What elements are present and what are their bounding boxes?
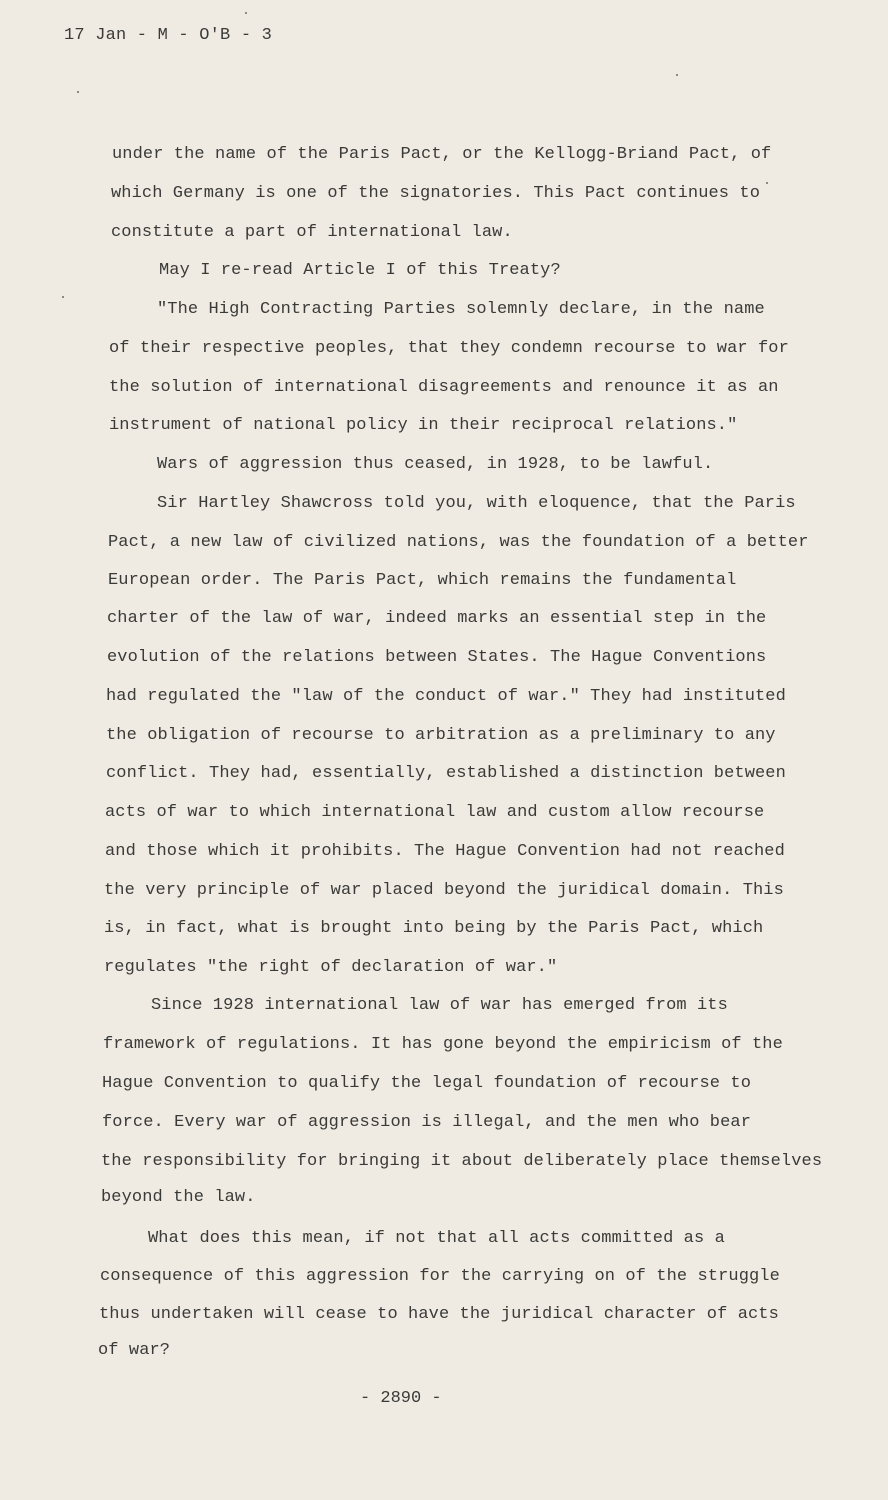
text-line: conflict. They had, essentially, established a distinction between	[106, 764, 786, 783]
text-line: the solution of international disagreements and renounce it as an	[109, 378, 779, 397]
text-line: the very principle of war placed beyond the juridical domain. This	[104, 881, 784, 900]
text-line: charter of the law of war, indeed marks an essential step in the	[107, 609, 767, 628]
text-line: Since 1928 international law of war has emerged from its	[151, 996, 728, 1015]
ink-speck	[245, 12, 247, 14]
text-line: instrument of national policy in their reciprocal relations."	[109, 416, 738, 435]
text-line: which Germany is one of the signatories. This Pact continues to	[111, 184, 761, 203]
text-line: What does this mean, if not that all acts committed as a	[148, 1229, 725, 1248]
text-line: and those which it prohibits. The Hague Convention had not reached	[105, 842, 785, 861]
text-line: the obligation of recourse to arbitration as a preliminary to any	[106, 726, 776, 745]
text-line: force. Every war of aggression is illegal, and the men who bear	[102, 1113, 752, 1132]
text-line: Sir Hartley Shawcross told you, with eloquence, that the Paris	[157, 494, 796, 513]
text-line: had regulated the "law of the conduct of war." They had instituted	[106, 687, 786, 706]
text-line: "The High Contracting Parties solemnly declare, in the name	[157, 300, 765, 319]
text-line: European order. The Paris Pact, which remains the fundamental	[108, 571, 737, 590]
text-line: regulates "the right of declaration of war."	[104, 958, 558, 977]
text-line: beyond the law.	[101, 1188, 256, 1207]
text-line: thus undertaken will cease to have the juridical character of acts	[99, 1305, 779, 1324]
text-line: Hague Convention to qualify the legal foundation of recourse to	[102, 1074, 752, 1093]
text-line: is, in fact, what is brought into being by the Paris Pact, which	[104, 919, 764, 938]
text-line: the responsibility for bringing it about deliberately place themselves	[101, 1152, 823, 1171]
text-line: consequence of this aggression for the carrying on of the struggle	[100, 1267, 780, 1286]
text-line: of their respective peoples, that they condemn recourse to war for	[109, 339, 789, 358]
page-number: - 2890 -	[360, 1389, 442, 1408]
text-line: May I re-read Article I of this Treaty?	[159, 261, 561, 280]
page-header: 17 Jan - M - O'B - 3	[64, 26, 273, 45]
text-line: Wars of aggression thus ceased, in 1928, to be lawful.	[157, 455, 714, 474]
ink-speck	[62, 296, 64, 298]
text-line: evolution of the relations between States. The Hague Conventions	[107, 648, 767, 667]
ink-speck	[77, 91, 79, 93]
text-line: framework of regulations. It has gone beyond the empiricism of the	[103, 1035, 783, 1054]
ink-speck	[676, 74, 678, 76]
ink-speck	[766, 182, 768, 184]
text-line: under the name of the Paris Pact, or the Kellogg-Briand Pact, of	[112, 145, 772, 164]
text-line: Pact, a new law of civilized nations, was the foundation of a better	[108, 533, 809, 552]
text-line: acts of war to which international law and custom allow recourse	[105, 803, 765, 822]
text-line: constitute a part of international law.	[111, 223, 513, 242]
text-line: of war?	[98, 1341, 171, 1360]
